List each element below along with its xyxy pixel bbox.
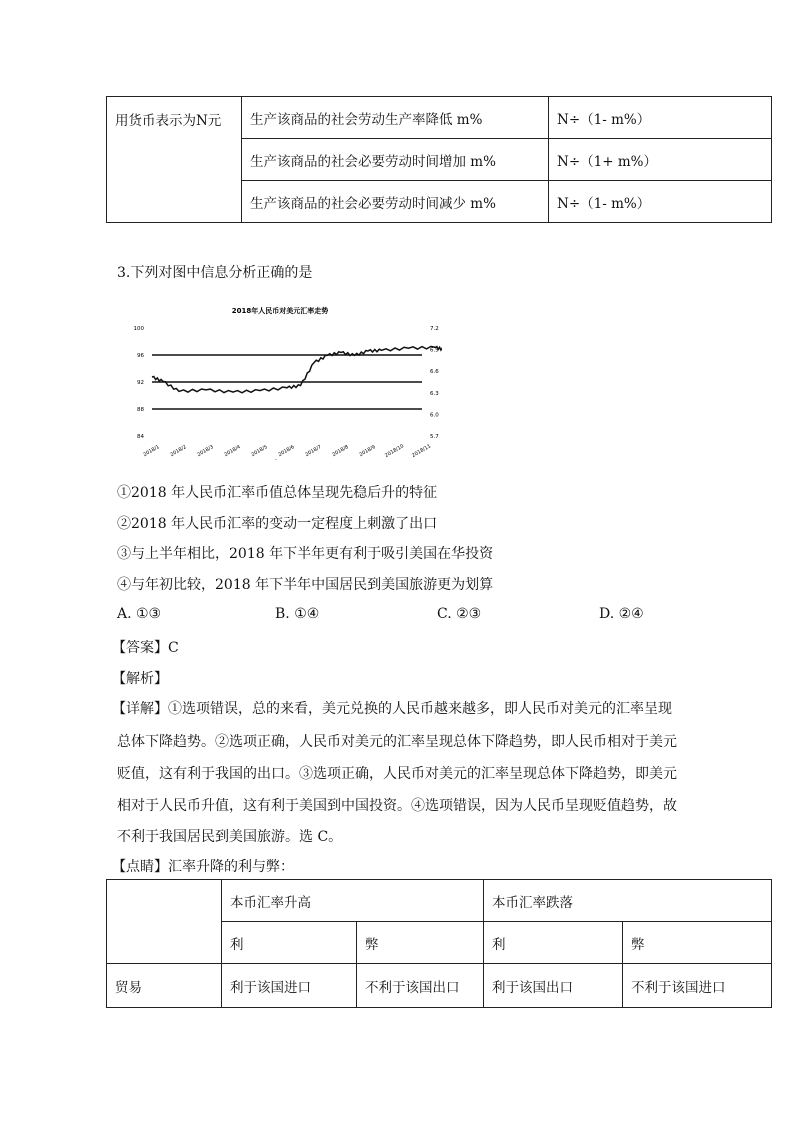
- table2-sub-2: 弊: [357, 922, 484, 964]
- right-tick-label: 6.0: [430, 412, 439, 419]
- chart-title: 2018年人民币对美元汇率走势: [231, 307, 329, 315]
- x-tick-label: 2018/9: [358, 444, 377, 459]
- x-tick-label: 2018/11: [411, 443, 432, 459]
- table2-col-rise: 本币汇率升高: [222, 880, 484, 922]
- left-tick-label: 84: [137, 434, 144, 440]
- table2-cell-4: 不利于该国进口: [623, 964, 772, 1008]
- x-tick-label: 2018/5: [250, 444, 269, 459]
- statement-2: ②2018 年人民币汇率的变动一定程度上刺激了出口: [117, 516, 438, 532]
- right-tick-label: 6.9: [430, 347, 439, 354]
- table1-formula-3: N÷（1- m%）: [549, 181, 772, 223]
- table2-sub-4: 弊: [623, 922, 772, 964]
- table2-row-label: 贸易: [107, 964, 222, 1008]
- table1-condition-2: 生产该商品的社会必要劳动时间增加 m%: [242, 139, 549, 181]
- tip-line: 【点睛】汇率升降的利与弊：: [112, 859, 294, 875]
- statement-3: ③与上半年相比，2018 年下半年更有利于吸引美国在华投资: [117, 546, 494, 562]
- x-tick-label: 2018/1: [142, 444, 161, 459]
- table2-sub-1: 利: [222, 922, 357, 964]
- left-tick-label: 88: [137, 407, 144, 413]
- left-tick-label: 92: [137, 380, 144, 386]
- option-d: D. ②④: [599, 606, 644, 622]
- exchange-effect-table: [106, 879, 772, 1008]
- right-tick-label: 7.2: [430, 326, 439, 332]
- x-tick-label: 2018/2: [169, 444, 188, 459]
- x-tick-label: 2018/4: [223, 444, 242, 459]
- x-tick-label: 2018/7: [304, 444, 323, 459]
- exchange-rate-line: [152, 346, 442, 392]
- option-c: C. ②③: [437, 606, 482, 622]
- table2-col-fall: 本币汇率跌落: [484, 880, 772, 922]
- formula-table: [106, 96, 772, 223]
- left-tick-label: 96: [137, 353, 144, 359]
- option-b: B. ①④: [275, 606, 320, 622]
- x-tick-label: 2018/10: [384, 443, 405, 459]
- table1-row-header: 用货币表示为N元: [107, 97, 242, 223]
- answer-label: 【答案】C: [112, 640, 179, 656]
- x-tick-label: 2018/3: [196, 444, 215, 459]
- x-tick-label: 2018/8: [331, 444, 350, 459]
- statement-4: ④与年初比较，2018 年下半年中国居民到美国旅游更为划算: [117, 577, 494, 593]
- table1-condition-1: 生产该商品的社会劳动生产率降低 m%: [242, 97, 549, 139]
- left-tick-label: 100: [133, 326, 144, 332]
- detail-line-2: 总体下降趋势。②选项正确，人民币对美元的汇率呈现总体下降趋势，即人民币相对于美元: [117, 734, 677, 750]
- table2-cell-3: 利于该国出口: [484, 964, 623, 1008]
- option-a: A. ①③: [117, 606, 162, 622]
- right-tick-label: 5.7: [430, 434, 439, 440]
- statement-1: ①2018 年人民币汇率币值总体呈现先稳后升的特征: [117, 485, 438, 501]
- question-title: 3.下列对图中信息分析正确的是: [117, 265, 313, 281]
- detail-line-1: 【详解】①选项错误，总的来看，美元兑换的人民币越来越多，即人民币对美元的汇率呈现: [112, 701, 672, 717]
- right-tick-label: 6.3: [430, 390, 439, 397]
- exchange-rate-chart: [130, 300, 442, 470]
- table1-formula-2: N÷（1+ m%）: [549, 139, 772, 181]
- detail-line-3: 贬值，这有利于我国的出口。③选项正确，人民币对美元的汇率呈现总体下降趋势，即美元: [117, 766, 677, 782]
- detail-line-4: 相对于人民币升值，这有利于美国到中国投资。④选项错误，因为人民币呈现贬值趋势，故: [117, 798, 677, 814]
- detail-line-5: 不利于我国居民到美国旅游。选 C。: [117, 829, 343, 845]
- table2-corner: [107, 880, 222, 964]
- right-tick-label: 6.6: [430, 369, 439, 376]
- analysis-label: 【解析】: [112, 671, 168, 687]
- table2-cell-2: 不利于该国出口: [357, 964, 484, 1008]
- table1-formula-1: N÷（1- m%）: [549, 97, 772, 139]
- x-tick-label: 2018/6: [277, 444, 296, 459]
- table1-condition-3: 生产该商品的社会必要劳动时间减少 m%: [242, 181, 549, 223]
- chart-marker: .: [275, 455, 277, 462]
- table2-cell-1: 利于该国进口: [222, 964, 357, 1008]
- table2-sub-3: 利: [484, 922, 623, 964]
